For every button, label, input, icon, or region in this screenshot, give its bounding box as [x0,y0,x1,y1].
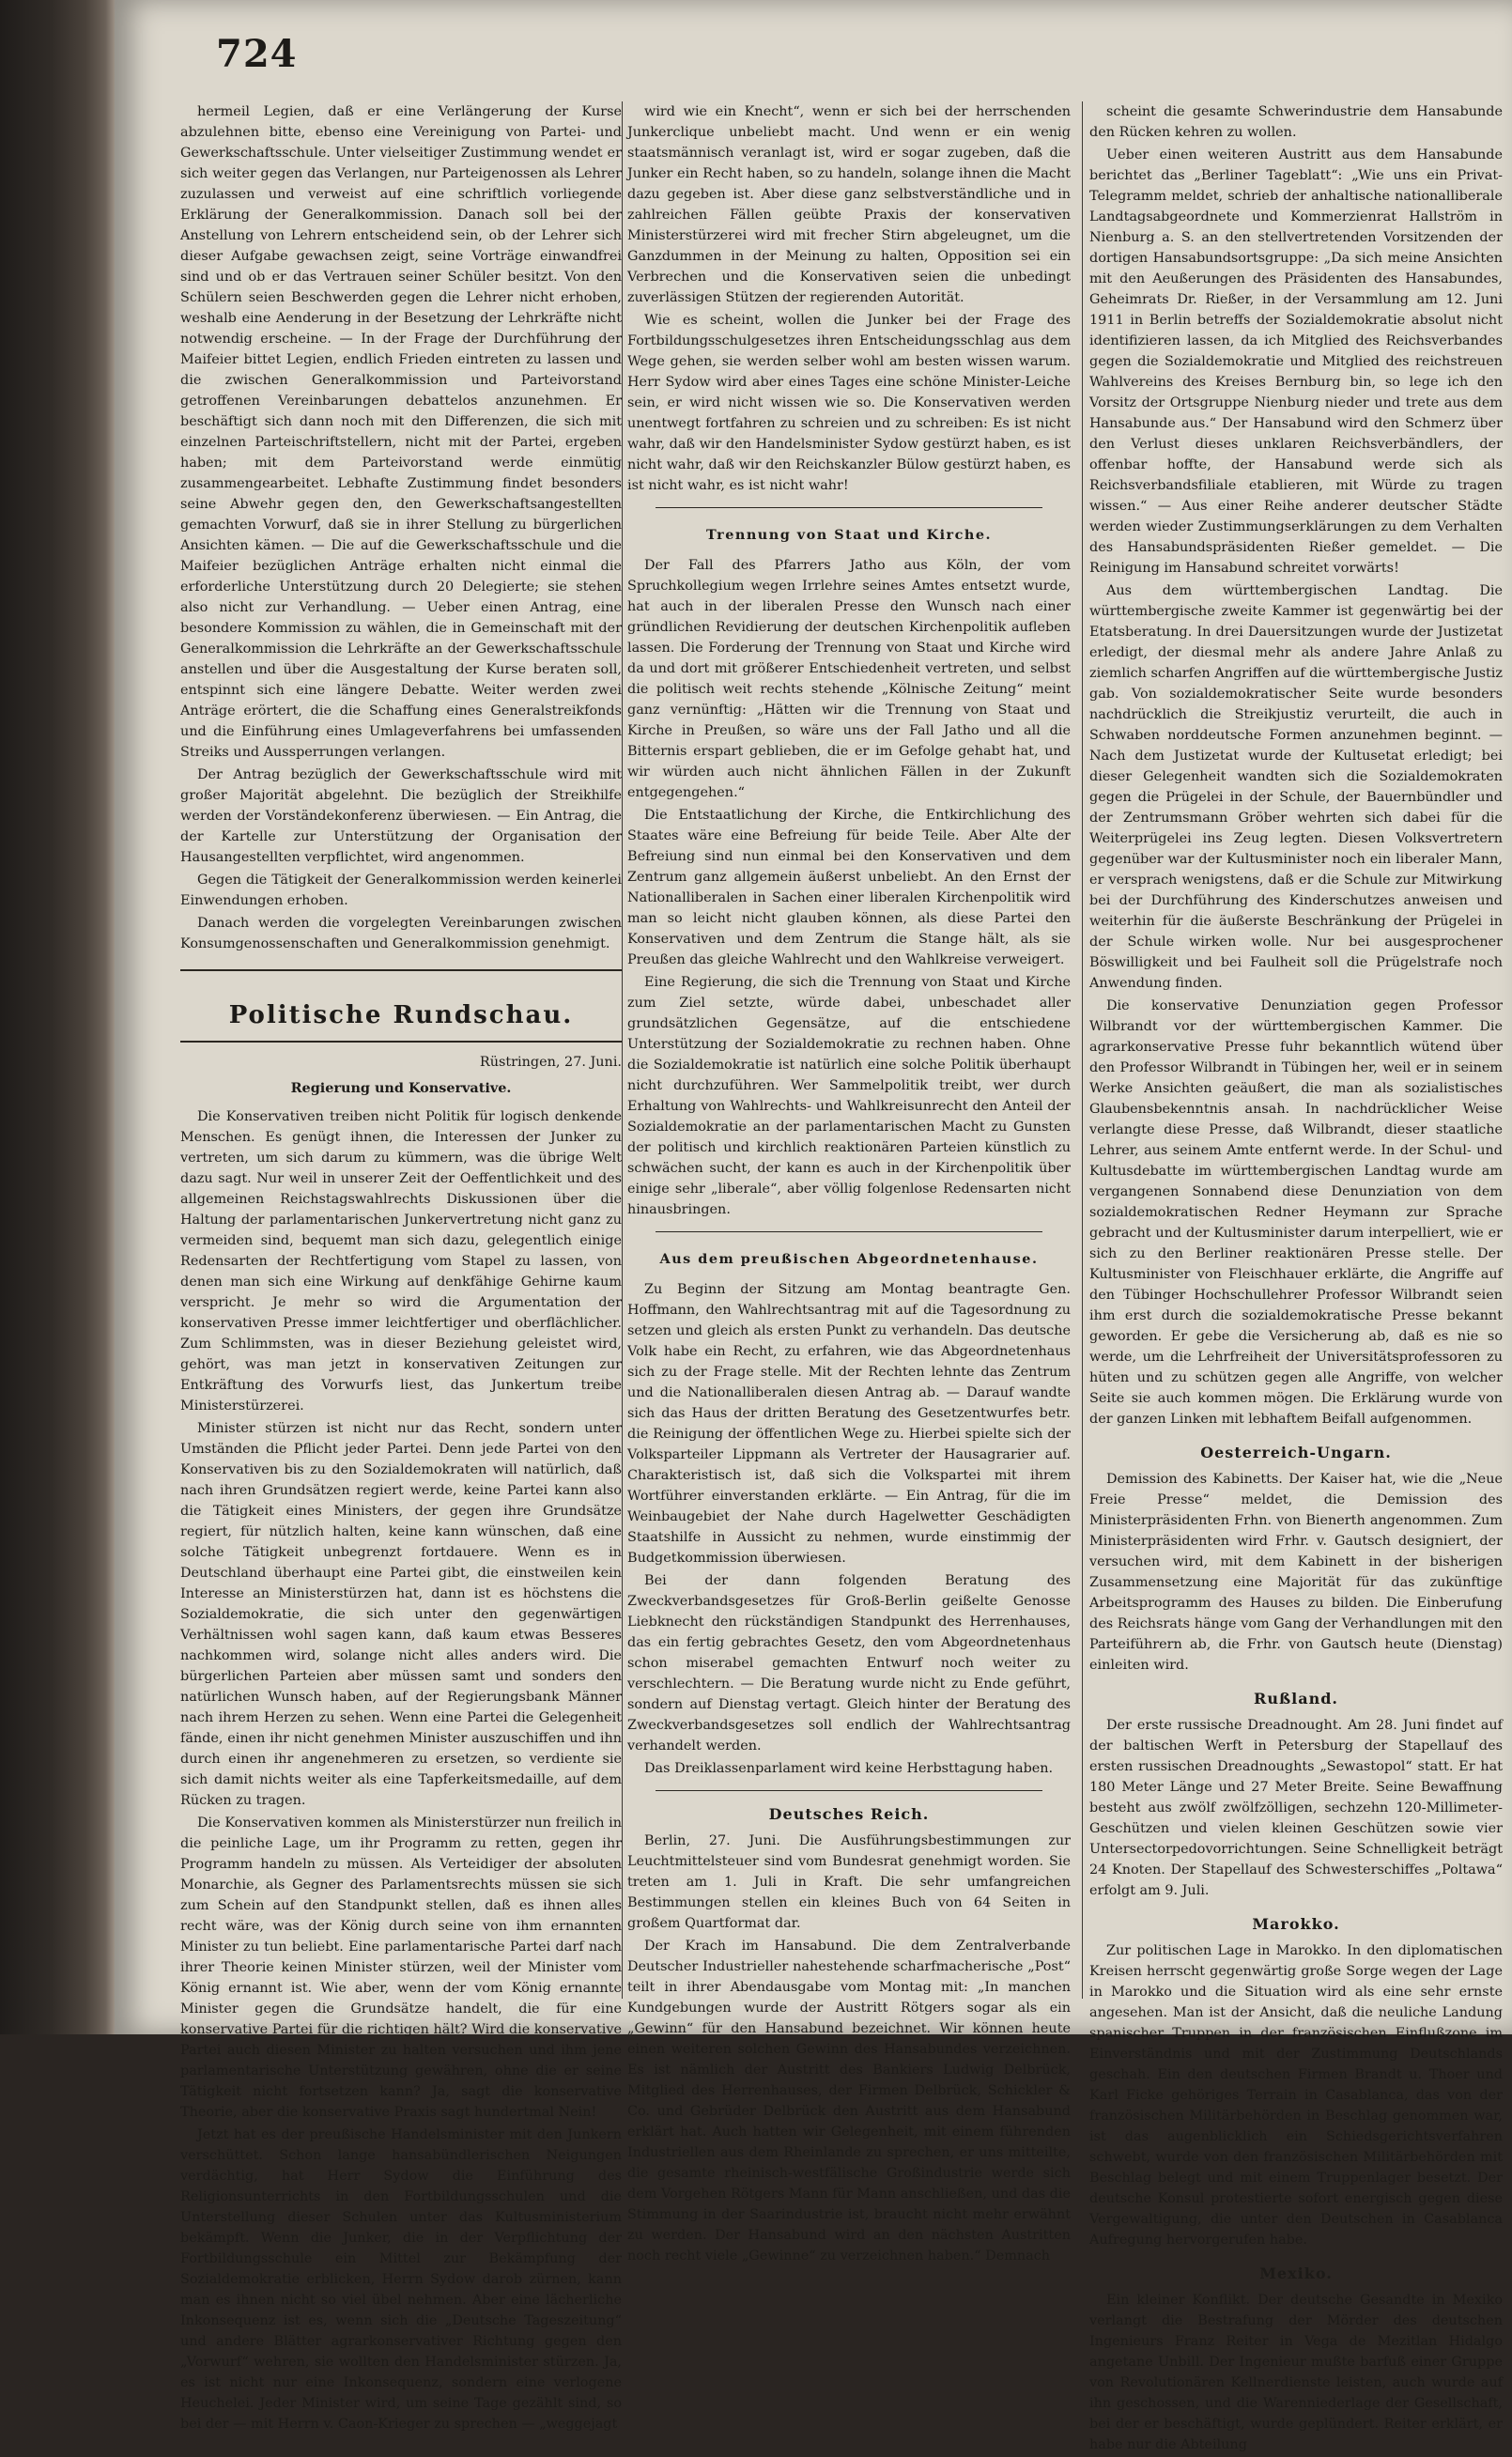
dateline: Rüstringen, 27. Juni. [479,1055,622,1070]
paragraph: wird wie ein Knecht“, wenn er sich bei der herrschenden Junkerclique unbeliebt macht. Und wenn er ein wenig staatsmännisch veranlagt ist, wird er sogar zugeben, daß die Junker ein Recht haben, so zu handeln, solange ihnen die Macht dazu gegeben ist. Aber diese ganz selbstverständliche und in zahlreichen Fällen geübte Praxis der konservativen Ministerstürzerei wird mit frecher Stirn abgeleugnet, um die Ganzdummen in der Meinung zu halten, Opposition sei ein Verbrechen und die Konservativen seien die unbedingt zuverlässigen Stützen der regierenden Autorität. [627,104,1071,305]
paragraph: Minister stürzen ist nicht nur das Recht, sondern unter Umständen die Pflicht jeder Partei. Denn jede Partei von den Konservativen bis zu den Sozialdemokraten will natürlich, daß nach ihren Grundsätzen regiert werde, keine Partei kann also die Tätigkeit eines Ministers, der gegen ihre Grundsätze regiert, für nützlich halten, keine kann wünschen, daß eine solche Tätigkeit unbegrenzt fortdauere. Wenn es in Deutschland überhaupt eine Partei gibt, die einstweilen kein Interesse an Ministerstürzen hat, dann ist es höchstens die Sozialdemokratie, die sich unter den gegenwärtigen Verhältnissen wohl sagen kann, daß kaum etwas Besseres nachkommen wird, solange nicht alles anders wird. Die bürgerlichen Parteien aber müssen samt und sonders den natürlichen Wunsch haben, auf der Regierungsbank Männer nach ihrem Herzen zu sehen. Wenn eine Partei die Gelegenheit fände, einen ihr nicht genehmen Minister auszuschiffen und ihn durch einen ihr angenehmeren zu ersetzen, so verdiente sie sich damit nichts weiter als eine Tapferkeitsmedaille, auf dem Rücken zu tragen. [180,1421,622,1808]
paragraph: Das Dreiklassenparlament wird keine Herbsttagung haben. [644,1761,1054,1776]
column-rule [622,101,623,1999]
paragraph: Eine Regierung, die sich die Trennung von Staat und Kirche zum Ziel setzte, würde dabei, unbeschadet aller grundsätzlichen Gegensätze, auf die entschiedene Unterstützung der Sozialdemokratie zu rechnen haben. Ohne die Sozialdemokratie ist natürlich eine solche Politik überhaupt nicht durchzuführen. Wer Sammelpolitik treibt, wer durch Erhaltung von Wahlrechts- und Wahlkreisunrecht den Anteil der Sozialdemokratie an der parlamentarischen Macht zu Gunsten der politisch und kirchlich reaktionären Parteien künstlich zu schwächen sucht, der kann es auch in der Kirchenpolitik über einige sehr „liberale“, aber völlig folgenlose Redensarten nicht hinausbringen. [627,975,1071,1217]
article-heading: Trennung von Staat und Kirche. [705,527,993,543]
section-box [180,969,622,1043]
paragraph: Ueber einen weiteren Austritt aus dem Hansabunde berichtet das „Berliner Tageblatt“: „Wie uns ein Privat-Telegramm meldet, schrieb der anhaltische nationalliberale Landtagsabgeordnete und Kommerzienrat Hallström in Nienburg a. S. an den stellvertretenden Vorsitzenden der dortigen Hansabundsortsgruppe: „Da sich meine Ansichten mit den Aeußerungen des Präsidenten des Hansabundes, Geheimrats Dr. Rießer, in der Versammlung am 12. Juni 1911 in Berlin betreffs der Sozialdemokratie absolut nicht identifizieren lassen, da ich Mitglied des Reichsverbandes gegen die Sozialdemokratie und Mitglied des reichstreuen Wahlvereins des Kreises Bernburg bin, so lege ich den Vorsitz der Ortsgruppe Nienburg nieder und trete aus dem Hansabunde aus.“ Der Hansabund wird den Schmerz über den Verlust dieses unklaren Reichsverbändlers, der offenbar hoffte, der Hansabund werde sich als Reichsverbandsfiliale etablieren, mit Würde zu tragen wissen.“ — Aus einer Reihe anderer deutscher Städte werden wieder Zustimmungserklärungen zu dem Verhalten des Hansabundspräsidenten Rießer gemeldet. — Die Reinigung im Hansabund schreitet vorwärts! [1089,147,1503,576]
paragraph: hermeil Legien, daß er eine Verlängerung der Kurse abzulehnen bitte, ebenso eine Vereinigung von Partei- und Gewerkschaftsschule. Unter vielseitiger Zustimmung wendet er sich weiter gegen das Verlangen, nur Parteigenossen als Lehrer zuzulassen und verweist auf eine schriftlich vorliegende Erklärung der Generalkommission. Danach soll bei der Anstellung von Lehrern entscheidend sein, ob der Lehrer sich dieser Aufgabe gewachsen zeigt, seine Vorträge einwandfrei sind und ob er das Vertrauen seiner Schüler besitzt. Von den Schülern seien Beschwerden gegen die Lehrer nicht erhoben, weshalb eine Aenderung in der Besetzung der Lehrkräfte nicht notwendig erscheine. — In der Frage der Durchführung der Maifeier bittet Legien, endlich Frieden eintreten zu lassen und die zwischen Generalkommission und Parteivorstand getroffenen Vereinbarungen debattelos anzunehmen. Er beschäftigt sich dann noch mit den Differenzen, die sich mit einzelnen Parteischriftstellern, nicht mit der Partei, ergeben haben; mit dem Parteivorstand werde einmütig zusammengearbeitet. Lebhafte Zustimmung findet besonders seine Abwehr gegen den, den Gewerkschaftsangestellten gemachten Vorwurf, daß sie in ihrer Stellung zu bürgerlichen Ansichten kämen. — Die auf die Gewerkschaftsschule und die Maifeier bezüglichen Anträge erhalten nicht einmal die erforderliche Unterstützung durch 20 Delegierte; sie stehen also nicht zur Verhandlung. — Ueber einen Antrag, eine besondere Kommission zu wählen, die in Gemeinschaft mit der Generalkommission die Lehrkräfte an der Gewerkschaftsschule anstellen und über die Ausgestaltung der Kurse beraten soll, entspinnt sich eine längere Debatte. Weiter werden zwei Anträge erörtert, die die Schaffung eines Generalstreikfonds und die Einführung eines Umlageverfahrens bei umfassenden Streiks und Aussperrungen verlangen. [180,104,622,760]
divider [656,507,1042,508]
section-heading: Rußland. [1254,1690,1338,1708]
column-3 [1089,101,1503,2457]
paragraph: Jetzt hat es der preußische Handelsminister mit den Junkern verschüttet. Schon lange hansabündlerischen Neigungen verdächtig, hat Herr Sydow die Einführung des Religionsunterrichts in den Fortbildungsschulen und die Unterstellung dieser Schulen unter das Kultusministerium bekämpft. Wenn die Junker, die in der Verpflichtung der Fortbildungsschule ein Mittel zur Bekämpfung der Sozialdemokratie erblicken, Herrn Sydow darob zürnen, kann man es ihnen nicht so viel übel nehmen. Aber eine lächerliche Inkonsequenz ist es, wenn sich die „Deutsche Tageszeitung“ und andere Blätter agrarkonservativer Richtung gegen den „Vorwurf“ wehren, sie wollten den Handelsminister stürzen. Ja, es ist nicht nur eine Inkonsequenz, sondern eine verlogene Heuchelei. Jeder Minister wird, um seine Tage gezählt sind, so bei der — mit Herrn v. Caon-Krieger zu sprechen — „weggejagt [180,2127,622,2432]
paragraph: Ein kleiner Konflikt. Der deutsche Gesandte in Mexiko verlangt die Bestrafung der Mörder des deutschen Ingenieurs Franz Reiter in Vega de Mezitlan Hidalgo angetane Unbill. Der Ingenieur mußte barfuß einer Gruppe von Revolutionären Kellnerdienste leisten, auch wurde auf ihn geschossen, und die Warenniederlage der Gesellschaft, bei der er beschäftigt, wurde geplündert. Reiter erklärt, er habe nur die Abteilung [1089,2293,1503,2452]
paragraph: Der erste russische Dreadnought. Am 28. Juni findet auf der baltischen Werft in Petersburg der Stapellauf des ersten russischen Dreadnoughts „Sewastopol“ statt. Er hat 180 Meter Länge und 27 Meter Breite. Seine Bewaffnung besteht aus zwölf zwölfzölligen, sechzehn 120-Millimeter-Geschützen und vielen kleinen Geschützen sowie vier Untersectorpedovorrichtungen. Seine Schnelligkeit beträgt 24 Knoten. Der Stapellauf des Schwesterschiffes „Poltawa“ erfolgt am 9. Juli. [1089,1718,1503,1898]
paragraph: Zur politischen Lage in Marokko. In den diplomatischen Kreisen herrscht gegenwärtig große Sorge wegen der Lage in Marokko und die Situation wird als eine sehr ernste angesehen. Man ist der Ansicht, daß die neuliche Landung spanischer Truppen in der französischen Einflußzone im Einverständnis und mit der Zustimmung Deutschlands geschah. Ein den deutschen Firmen Brandt u. Thoer und Karl Ficke gehöriges Terrain in Casablanca, das von der französischen Militärbehörden in Beschlag genommen war, ist das augenblicklich ein Schiedsgerichtsverfahren schwebt, wurde von den französischen Militärbehörden mit Beschlag belegt und mit einem Truppenlager besetzt. Der deutsche Konsul protestierte sofort energisch gegen diese Vergewaltigung, die unter den Deutschen in Casablanca Aufregung hervorgerufen habe. [1089,1943,1503,2248]
article-heading: Regierung und Konservative. [290,1080,512,1096]
paragraph: Danach werden die vorgelegten Vereinbarungen zwischen Konsumgenossenschaften und Generalkommission genehmigt. [180,916,622,951]
paragraph: Die Konservativen kommen als Ministerstürzer nun freilich in die peinliche Lage, um ihr Programm zu retten, gegen ihr Programm handeln zu müssen. Als Verteidiger der absoluten Monarchie, als Gegner des Parlamentsrechts müssen sie sich zum Schein auf den Standpunkt stellen, daß es ihnen alles recht wäre, was der König durch seine von ihm ernannten Minister zu tun beliebt. Eine parlamentarische Partei darf nach ihrer Theorie keinen Minister stürzen, weil der Minister vom König ernannt ist. Wie aber, wenn der vom König ernannte Minister gegen die Grundsätze handelt, die für eine konservative Partei für die richtigen hält? Wird die konservative Partei auch diesen Minister zu halten versuchen und ihm jene parlamentarische Unterstützung gewähren, ohne die er seine Tätigkeit nicht fortsetzen kann? Ja, sagt die konservative Theorie, aber die konservative Praxis sagt hundertmal Nein! [180,1816,622,2120]
paragraph: Die konservative Denunziation gegen Professor Wilbrandt vor der württembergischen Kammer. Die agrarkonservative Presse fuhr bekanntlich wütend über den Professor Wilbrandt in Tübingen her, weil er in seinem Werke Ansichten geäußert, die man als sozialistisches Glaubensbekenntnis ansah. In nachdrücklicher Weise verlangte diese Presse, daß Wilbrandt, dieser staatliche Lehrer, aus seinem Amte entfernt werde. In der Schul- und Kultusdebatte im württembergischen Landtag wurde am vergangenen Sonnabend diese Denunziation von dem sozialdemokratischen Redner Heymann zur Sprache gebracht und der Kultusminister darum interpelliert, wie er sich zu den Berliner reaktionären Presse stelle. Der Kultusminister von Fleischhauer erklärte, die Angriffe auf den Tübinger Hochschullehrer Professor Wilbrandt seien ihm erst durch die sozialdemokratische Presse bekannt geworden. Er gebe die Versicherung ab, daß es nie so werde, um die Lehrfreiheit der Universitätsprofessoren zu hüten und zu schützen gegen alle Angriffe, von welcher Seite sie auch kommen mögen. Die Erklärung wurde von der ganzen Linken mit lebhaftem Beifall aufgenommen. [1089,998,1503,1427]
paragraph: Berlin, 27. Juni. Die Ausführungsbestimmungen zur Leuchtmittelsteuer sind vom Bundesrat genehmigt worden. Sie treten am 1. Juli in Kraft. Die sehr umfangreichen Bestimmungen stellen ein kleines Buch von 64 Seiten in großem Quartformat dar. [627,1833,1071,1931]
newspaper-page [115,0,1512,2452]
paragraph: Die Entstaatlichung der Kirche, die Entkirchlichung des Staates wäre eine Befreiung für beide Teile. Aber Alte der Befreiung sind nun einmal bei den Konservativen und dem Zentrum ganz allgemein äußerst unbeliebt. An den Ernst der Nationalliberalen in Sachen einer liberalen Kirchenpolitik wird man so leicht nicht glauben können, als diese Partei den Konservativen und dem Zentrum die Stange hält, als sie Preußen das gleiche Wahlrecht und den Wahlkreise verweigert. [627,808,1071,967]
paragraph: Demission des Kabinetts. Der Kaiser hat, wie die „Neue Freie Presse“ meldet, die Demission des Ministerpräsidenten Frhn. von Bienerth angenommen. Zum Ministerpräsidenten wird Frhr. v. Gautsch designiert, der versuchen wird, mit dem Kabinett in der bisherigen Zusammensetzung eine Majorität für das zukünftige Arbeitsprogramm des Hauses zu bilden. Die Einberufung des Reichsrats hänge vom Gang der Verhandlungen mit den Parteiführern ab, die Frhr. von Gautsch heute (Dienstag) einleiten wird. [1089,1472,1503,1673]
paragraph: Aus dem württembergischen Landtag. Die württembergische zweite Kammer ist gegenwärtig bei der Etatsberatung. In drei Dauersitzungen wurde der Justizetat erledigt, der diesmal mehr als andere Jahre Anlaß zu ziemlich scharfen Angriffen auf die württembergische Justiz gab. Von sozialdemokratischer Seite wurde besonders nachdrücklich die Streikjustiz verurteilt, die auch in Schwaben norddeutsche Formen anzunehmen beginnt. — Nach dem Justizetat wurde der Kultusetat erledigt; bei dieser Gelegenheit wandten sich die Sozialdemokraten gegen die Prügelei in der Schule, der Bauernbündler und der Zentrumsmann Gröber wehrten sich dabei für die Weiterprügelei ins Zeug legten. Diesen Volksvertretern gegenüber war der Kultusminister noch ein liberaler Mann, er versprach wenigstens, daß er die Schule zur Mitwirkung bei der Durchführung des Kinderschutzes anweisen und weiterhin für die äußerste Beschränkung der Prügelei in der Schule wirken wolle. Nur bei ausgesprochener Böswilligkeit und bei Faulheit soll die Prügelstrafe noch Anwendung finden. [1089,583,1503,991]
section-heading: Marokko. [1252,1915,1340,1933]
section-heading: Politische Rundschau. [228,1001,574,1029]
column-2 [627,101,1071,2268]
book-spine [0,0,115,2034]
page-number: 724 [216,32,298,76]
paragraph: Der Antrag bezüglich der Gewerkschaftsschule wird mit großer Majorität abgelehnt. Die bezüglich der Streikhilfe werden der Vorständekonferenz überwiesen. — Ein Antrag, die der Kartelle zur Unterstützung der Organisation der Hausangestellten verpflichtet, wird angenommen. [180,767,622,865]
section-heading: Oesterreich-Ungarn. [1200,1444,1392,1461]
paragraph: Der Krach im Hansabund. Die dem Zentralverbande Deutscher Industrieller nahestehende scharfmacherische „Post“ teilt in ihrer Abendausgabe vom Montag mit: „In manchen Kundgebungen wurde der Austritt Rötgers sogar als ein „Gewinn“ für den Hansabund bezeichnet. Wir können heute einen weiteren solchen Gewinn des Hansabundes verzeichnen. Es ist nämlich der Austritt des Bankiers Ludwig Delbrück, Mitglied des Herrenhauses, der Firmen Delbrück, Schickler & Co. und Gebrüder Delbrück den Austritt aus dem Hansabund erklärt hat. Auch hatten wir Gelegenheit, mit einem führenden Industriellen aus dem Rheinlande zu sprechen, er uns mitteilte, die gesamte rheinisch-westfälische Großindustrie werde sich dem Vorgehen Rötgers Mann für Mann anschließen, und das die Stimmung in der Saarindustrie ist, braucht nicht mehr erwähnt zu werden. Der Hansabund wird an den nächsten Austritten noch recht viele „Gewinne“ zu verzeichnen haben.“ Demnach [627,1939,1071,2264]
divider [656,1231,1042,1232]
paragraph: Wie es scheint, wollen die Junker bei der Frage des Fortbildungsschulgesetzes ihren Entscheidungsschlag aus dem Wege gehen, sie werden selber wohl am besten wissen warum. Herr Sydow wird aber eines Tages eine schöne Minister-Leiche sein, er wird nicht wissen wie so. Die Konservativen werden unentwegt fortfahren zu schreien und zu schreiben: Es ist nicht wahr, daß wir den Handelsminister Sydow gestürzt haben, es ist nicht wahr, daß wir den Reichskanzler Bülow gestürzt haben, es ist nicht wahr, es ist nicht wahr! [627,313,1071,493]
paragraph: Der Fall des Pfarrers Jatho aus Köln, der vom Spruchkollegium wegen Irrlehre seines Amtes entsetzt wurde, hat auch in der liberalen Presse den Wunsch nach einer gründlichen Revidierung der deutschen Kirchenpolitik aufleben lassen. Die Forderung der Trennung von Staat und Kirche wird da und dort mit größerer Entschiedenheit vertreten, und selbst die politisch weit rechts stehende „Kölnische Zeitung“ meint ganz vernünftig: „Hätten wir die Trennung von Staat und Kirche in Preußen, so wäre uns der Fall Jatho und all die Bitternis erspart geblieben, die er im Gefolge gehabt hat, und wir würden auch nicht ähnlichen Fällen in der Zukunft entgegengehen.“ [627,558,1071,800]
paragraph: Gegen die Tätigkeit der Generalkommission werden keinerlei Einwendungen erhoben. [180,873,622,908]
paragraph: Bei der dann folgenden Beratung des Zweckverbandsgesetzes für Groß-Berlin geißelte Genosse Liebknecht den rückständigen Standpunkt des Herrenhauses, das ein fertig gebrachtes Gesetz, den vom Abgeordnetenhaus schon miserabel gemachten Entwurf noch weiter zu verschlechtern. — Die Beratung wurde nicht zu Ende geführt, sondern auf Dienstag vertagt. Gleich hinter der Beratung des Zweckverbandsgesetzes soll endlich der Wahlrechtsantrag verhandelt werden. [627,1573,1071,1754]
column-rule [1082,101,1083,1999]
paragraph: Zu Beginn der Sitzung am Montag beantragte Gen. Hoffmann, den Wahlrechtsantrag mit auf die Tagesordnung zu setzen und gleich als ersten Punkt zu verhandeln. Das deutsche Volk habe ein Recht, zu erfahren, wie das Abgeordnetenhaus sich zu der Frage stelle. Mit der Rechten lehnte das Zentrum und die Nationalliberalen diesen Antrag ab. — Darauf wandte sich das Haus der dritten Beratung des Gesetzentwurfes betr. die Reinigung der öffentlichen Wege zu. Hierbei spielte sich der Volksparteiler Lippmann als Vertreter der Hausagrarier auf. Charakteristisch ist, daß sich die Volkspartei mit ihrem Wortführer einverstanden erklärte. — Ein Antrag, für die im Weinbaugebiet der Nahe durch Hagelwetter Geschädigten Staatshilfe in Aussicht zu nehmen, wurde einstimmig der Budgetkommission überwiesen. [627,1282,1071,1566]
section-heading: Deutsches Reich. [768,1805,930,1823]
divider [656,1790,1042,1791]
paragraph: scheint die gesamte Schwerindustrie dem Hansabunde den Rücken kehren zu wollen. [1089,104,1503,140]
column-1 [180,101,622,2436]
article-heading: Aus dem preußischen Abgeordnetenhause. [659,1251,1039,1267]
paragraph: Die Konservativen treiben nicht Politik für logisch denkende Menschen. Es genügt ihnen, die Interessen der Junker zu vertreten, um sich darum zu kümmern, was die übrige Welt dazu sagt. Nur weil in unserer Zeit der Oeffentlichkeit und des allgemeinen Reichstagswahlrechts Diskussionen über die Haltung der parlamentarischen Junkervertretung nicht ganz zu vermeiden sind, bequemt man sich dazu, gelegentlich einige Redensarten der Rechtfertigung vom Stapel zu lassen, von denen man sich eine Wirkung auf denkfähige Gehirne kaum verspricht. Je mehr so wird die Argumentation der konservativen Presse immer leichtfertiger und oberflächlicher. Zum Schlimmsten, was in dieser Beziehung geleistet wird, gehört, was man jetzt in konservativen Zeitungen zur Entkräftung des Vorwurfs liest, das Junkertum treibe Ministerstürzerei. [180,1109,622,1414]
section-heading: Mexiko. [1259,2264,1333,2282]
